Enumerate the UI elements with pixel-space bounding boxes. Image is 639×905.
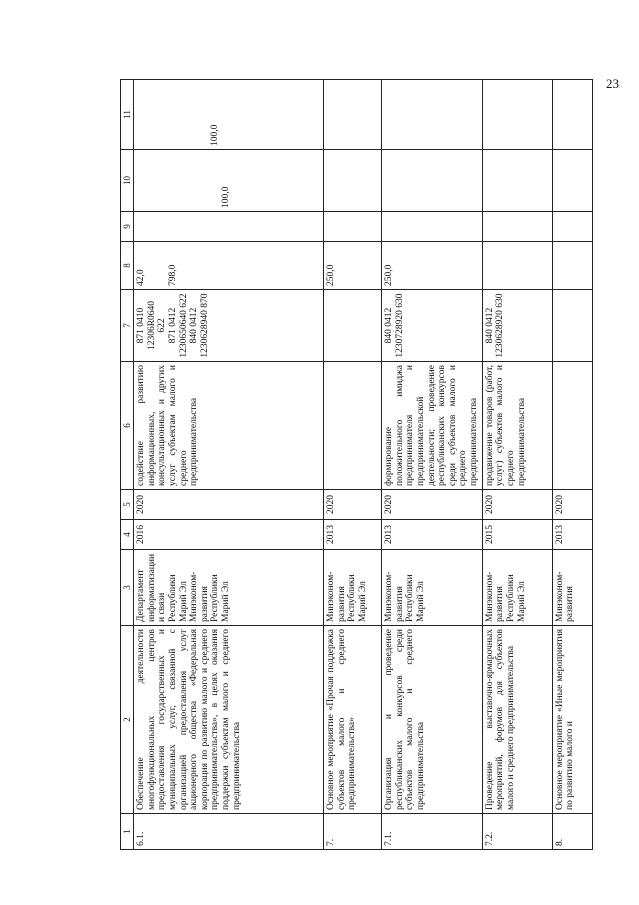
start-year: 2013 [324,520,382,550]
executor: Минэконом-развития Республики Марий Эл [482,550,552,626]
col-header-6: 6 [121,362,134,490]
start-year: 2015 [482,520,552,550]
value-col-11: 100,0 [134,80,324,150]
value-col-8: 42,0 798,0 [134,242,324,290]
table-row [552,80,592,850]
value-col-10 [324,150,382,212]
row-number: 7. [324,814,382,850]
budget-code [324,290,382,362]
measure-name: Организация и проведение республиканских конкурсов среди субъектов малого и среднего предпринимательства [382,626,483,814]
program-table [120,79,593,850]
value-col-9 [134,212,324,242]
value-col-10 [552,150,592,212]
page-number: 23 [606,76,619,91]
table-row [324,80,382,850]
col-header-3: 3 [121,550,134,626]
value-col-11 [382,80,483,150]
end-year: 2020 [482,490,552,520]
value-col-11 [324,80,382,150]
value-col-9 [324,212,382,242]
end-year: 2020 [552,490,592,520]
expected-result: формирование положительного имиджа предпринимателя и предпринимательской деятельности; проведение республиканских конкурсов среди субъектов малого и среднего предпринимательства [382,362,483,490]
measure-name: Проведение выставочно-ярмарочных мероприятий, форумов для субъектов малого и среднего предпринимательства [482,626,552,814]
col-header-7: 7 [121,290,134,362]
start-year: 2013 [552,520,592,550]
expected-result [324,362,382,490]
end-year: 2020 [324,490,382,520]
value-col-11 [552,80,592,150]
value-col-9 [382,212,483,242]
col-header-5: 5 [121,490,134,520]
col-header-2: 2 [121,626,134,814]
rotated-table-container [120,80,620,850]
value-col-8 [482,242,552,290]
value-col-9 [482,212,552,242]
value-col-11 [482,80,552,150]
executor: Минэконом-развития Республики Марий Эл [382,550,483,626]
executor: Минэконом-развития Республики Марий Эл [324,550,382,626]
row-number: 7.2. [482,814,552,850]
col-header-1: 1 [121,814,134,850]
expected-result: продвижение товаров (работ, услуг) субъектов малого и среднего предпринимательства [482,362,552,490]
budget-code [552,290,592,362]
row-number: 6.1. [134,814,324,850]
table-row [382,80,483,850]
start-year: 2016 [134,520,324,550]
end-year: 2020 [382,490,483,520]
budget-code: 840 0412 1230628920 630 [482,290,552,362]
table-row [482,80,552,850]
col-header-4: 4 [121,520,134,550]
value-col-9 [552,212,592,242]
row-number: 7.1. [382,814,483,850]
executor: Минэконом-развития [552,550,592,626]
col-header-8: 8 [121,242,134,290]
row-number: 8. [552,814,592,850]
measure-name: Обеспечение деятельности многофункциональных центров предоставления государственных и муниципальных услуг, связанной с организацией предоставления услуг акционерного общества «Федеральная корпорация по развитию малого и среднего предпринимательства», в целях оказания поддержки субъектам малого и среднего предпринимательства [134,626,324,814]
start-year: 2013 [382,520,483,550]
value-col-10: 100,0 [134,150,324,212]
value-col-8: 250,0 [382,242,483,290]
value-col-10 [482,150,552,212]
table-row [134,80,324,850]
expected-result [552,362,592,490]
expected-result: содействие развитию информационных, консультационных и других услуг субъектам малого и среднего предпринимательства [134,362,324,490]
col-header-10: 10 [121,150,134,212]
value-col-8 [552,242,592,290]
executor: Департамент информатизации и связи Республики Марий Эл Минэконом-развития Республики Марий Эл [134,550,324,626]
measure-name: Основное мероприятие «Прочая поддержка субъектов малого и среднего предпринимательства» [324,626,382,814]
col-header-11: 11 [121,80,134,150]
measure-name: Основное мероприятие «Иные мероприятия по развитию малого и [552,626,592,814]
col-header-9: 9 [121,212,134,242]
budget-code: 840 0412 1230728920 630 [382,290,483,362]
end-year: 2020 [134,490,324,520]
value-col-8: 250,0 [324,242,382,290]
budget-code: 871 0410 12306R0640 622 871 0412 1230650640 622 840 0412 1230628940 870 [134,290,324,362]
value-col-10 [382,150,483,212]
header-row [121,80,134,850]
